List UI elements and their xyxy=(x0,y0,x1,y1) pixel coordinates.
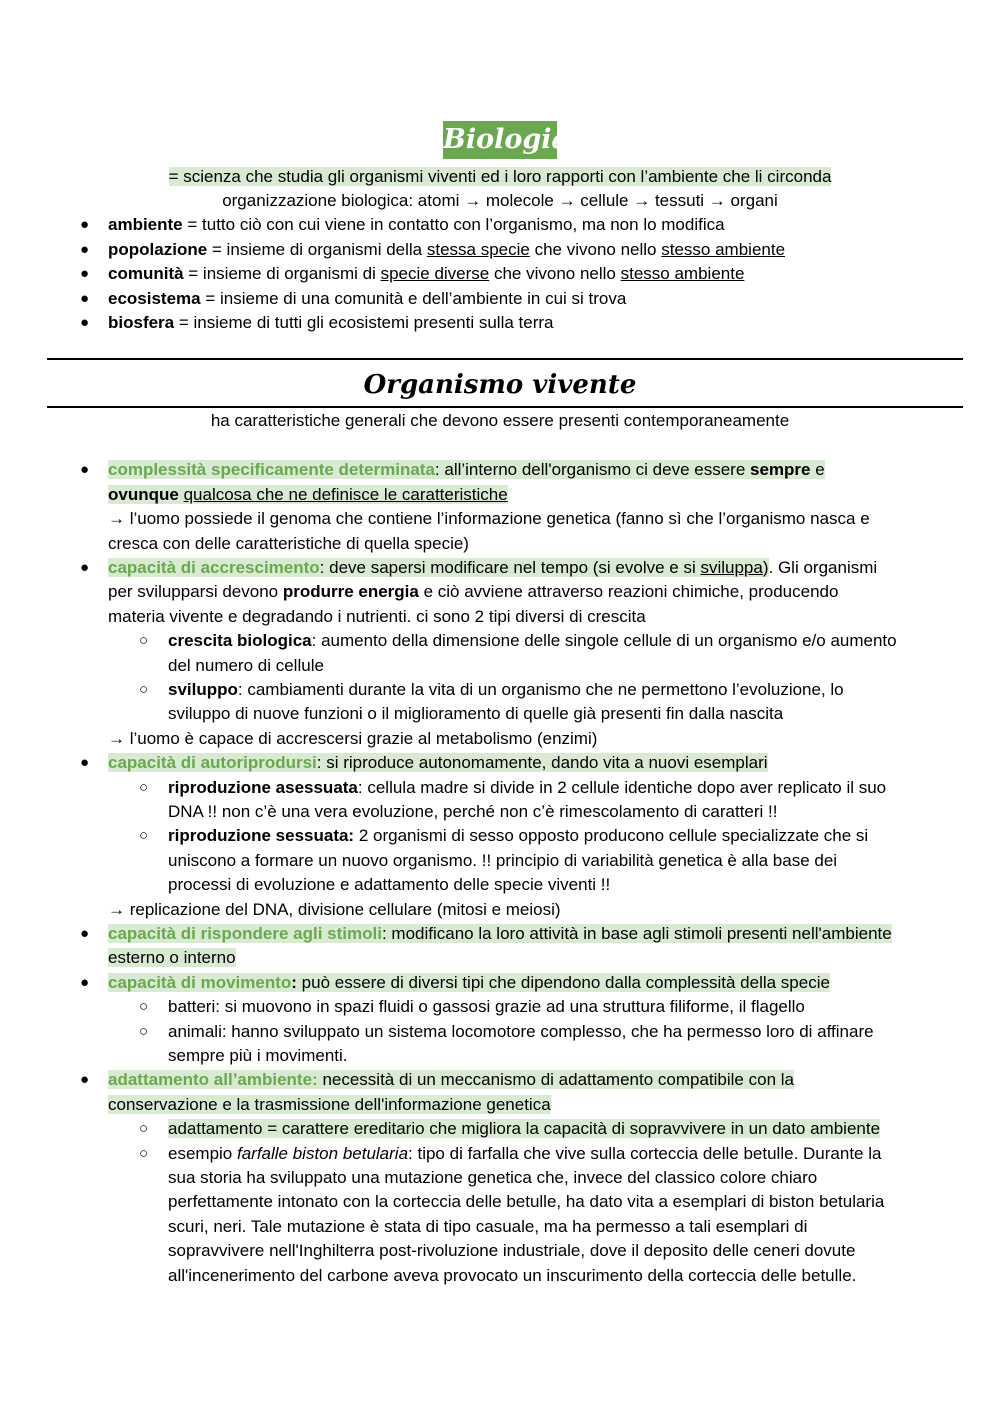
c6-sub2-line4: scuri, neri. Tale mutazione è stata di tipo casuale, ma ha permesso a tali esemplari di xyxy=(168,1217,808,1236)
bullet-icon: ● xyxy=(80,461,90,478)
sub-bullet-icon: ○ xyxy=(139,1120,149,1137)
bullet-icon: ● xyxy=(80,925,90,942)
sub-bullet-icon: ○ xyxy=(139,779,149,796)
c6-line2: conservazione e la trasmissione dell'informazione genetica xyxy=(108,1095,551,1114)
c2-sub1-line2: del numero di cellule xyxy=(168,656,324,675)
c3-sub1-line2: DNA !! non c’è una vera evoluzione, perché non c’è rimescolamento di caratteri !! xyxy=(168,802,778,821)
c2-note: → l’uomo è capace di accrescersi grazie al metabolismo (enzimi) xyxy=(108,729,598,748)
section-intro: ha caratteristiche generali che devono essere presenti contemporaneamente xyxy=(210,411,790,430)
c6-sub2-line2: sua storia ha sviluppato una mutazione genetica che, invece del classico colore chiaro xyxy=(168,1168,818,1187)
definition-text: = scienza che studia gli organismi viventi ed i loro rapporti con l’ambiente che li circonda xyxy=(168,167,832,186)
term-ambiente: ambiente = tutto ciò con cui viene in contatto con l’organismo, ma non lo modifica xyxy=(108,215,725,234)
c4-line2: esterno o interno xyxy=(108,948,236,967)
c6-sub2-line3: perfettamente intonato con la corteccia delle betulle, ha dato vita a esemplari di biston betularia xyxy=(168,1192,885,1211)
sub-bullet-icon: ○ xyxy=(139,998,149,1015)
c4-line1: capacità di rispondere agli stimoli: modificano la loro attività in base agli stimoli presenti nell'ambiente xyxy=(108,924,892,943)
c6-sub2-line1: esempio farfalle biston betularia: tipo di farfalla che vive sulla corteccia delle betulle. Durante la xyxy=(168,1144,882,1163)
c2-line3: materia vivente e degradando i nutrienti. ci sono 2 tipi diversi di crescita xyxy=(108,607,646,626)
section-divider-top xyxy=(47,358,963,360)
c3-note: → replicazione del DNA, divisione cellulare (mitosi e meiosi) xyxy=(108,900,561,919)
c2-sub1-line1: crescita biologica: aumento della dimensione delle singole cellule di un organismo e/o aumento xyxy=(168,631,897,650)
c2-line2: per svilupparsi devono produrre energia e ciò avviene attraverso reazioni chimiche, producendo xyxy=(108,582,839,601)
c6-sub2-line5: sopravvivere nell'Inghilterra post-rivoluzione industriale, dove il deposito delle ceneri dovute xyxy=(168,1241,856,1260)
page-title: Biologia xyxy=(443,121,557,159)
bullet-icon: ● xyxy=(80,1071,90,1088)
c3-sub1-line1: riproduzione asessuata: cellula madre si divide in 2 cellule identiche dopo aver replicato il suo xyxy=(168,778,887,797)
c5-sub1: batteri: si muovono in spazi fluidi o gassosi grazie ad una struttura filiforme, il flagello xyxy=(168,997,805,1016)
c5-line1: capacità di movimento: può essere di diversi tipi che dipendono dalla complessità della specie xyxy=(108,973,830,992)
c2-line1: capacità di accrescimento: deve sapersi modificare nel tempo (si evolve e si sviluppa). Gli organismi xyxy=(108,558,878,577)
sub-bullet-icon: ○ xyxy=(139,632,149,649)
c2-sub2-line2: sviluppo di nuove funzioni o il miglioramento di quelle già presenti fin dalla nascita xyxy=(168,704,784,723)
bullet-icon: ● xyxy=(80,216,90,233)
section-divider-bottom xyxy=(47,406,963,408)
c1-line3: → l’uomo possiede il genoma che contiene l’informazione genetica (fanno sì che l’organismo nasca e xyxy=(108,509,870,528)
organization-line: organizzazione biologica: atomi → molecole → cellule → tessuti → organi xyxy=(222,191,778,210)
bullet-icon: ● xyxy=(80,290,90,307)
term-popolazione: popolazione = insieme di organismi della stessa specie che vivono nello stesso ambiente xyxy=(108,240,786,259)
bullet-icon: ● xyxy=(80,974,90,991)
bullet-icon: ● xyxy=(80,241,90,258)
c3-sub2-line2: uniscono a formare un nuovo organismo. !! principio di variabilità genetica è alla base dei xyxy=(168,851,838,870)
sub-bullet-icon: ○ xyxy=(139,681,149,698)
bullet-icon: ● xyxy=(80,265,90,282)
sub-bullet-icon: ○ xyxy=(139,1023,149,1040)
section-title: Organismo vivente xyxy=(363,370,637,400)
c2-sub2-line1: sviluppo: cambiamenti durante la vita di un organismo che ne permettono l’evoluzione, lo xyxy=(168,680,844,699)
c3-sub2-line3: processi di evoluzione e adattamento delle specie viventi !! xyxy=(168,875,611,894)
c6-sub2-line6: all'incenerimento del carbone aveva provocato un inscurimento della corteccia delle betulle. xyxy=(168,1266,857,1285)
c1-line2: ovunque qualcosa che ne definisce le caratteristiche xyxy=(108,485,508,504)
term-ecosistema: ecosistema = insieme di una comunità e dell’ambiente in cui si trova xyxy=(108,289,627,308)
c6-line1: adattamento all’ambiente: necessità di un meccanismo di adattamento compatibile con la xyxy=(108,1070,794,1089)
c5-sub2-line2: sempre più i movimenti. xyxy=(168,1046,348,1065)
bullet-icon: ● xyxy=(80,559,90,576)
c5-sub2-line1: animali: hanno sviluppato un sistema locomotore complesso, che ha permesso loro di affinare xyxy=(168,1022,874,1041)
c3-sub2-line1: riproduzione sessuata: 2 organismi di sesso opposto producono cellule specializzate che si xyxy=(168,826,869,845)
term-comunita: comunità = insieme di organismi di specie diverse che vivono nello stesso ambiente xyxy=(108,264,745,283)
definition-line xyxy=(0,165,1000,189)
bullet-icon: ● xyxy=(80,754,90,771)
c3-line1: capacità di autoriprodursi: si riproduce autonomamente, dando vita a nuovi esemplari xyxy=(108,753,768,772)
bullet-icon: ● xyxy=(80,314,90,331)
c1-line4: cresca con delle caratteristiche di quella specie) xyxy=(108,534,469,553)
sub-bullet-icon: ○ xyxy=(139,827,149,844)
c6-sub1: adattamento = carattere ereditario che migliora la capacità di sopravvivere in un dato ambiente xyxy=(168,1119,881,1138)
sub-bullet-icon: ○ xyxy=(139,1145,149,1162)
term-biosfera: biosfera = insieme di tutti gli ecosistemi presenti sulla terra xyxy=(108,313,554,332)
c1-line1: complessità specificamente determinata: all’interno dell'organismo ci deve essere sempre e xyxy=(108,460,825,479)
